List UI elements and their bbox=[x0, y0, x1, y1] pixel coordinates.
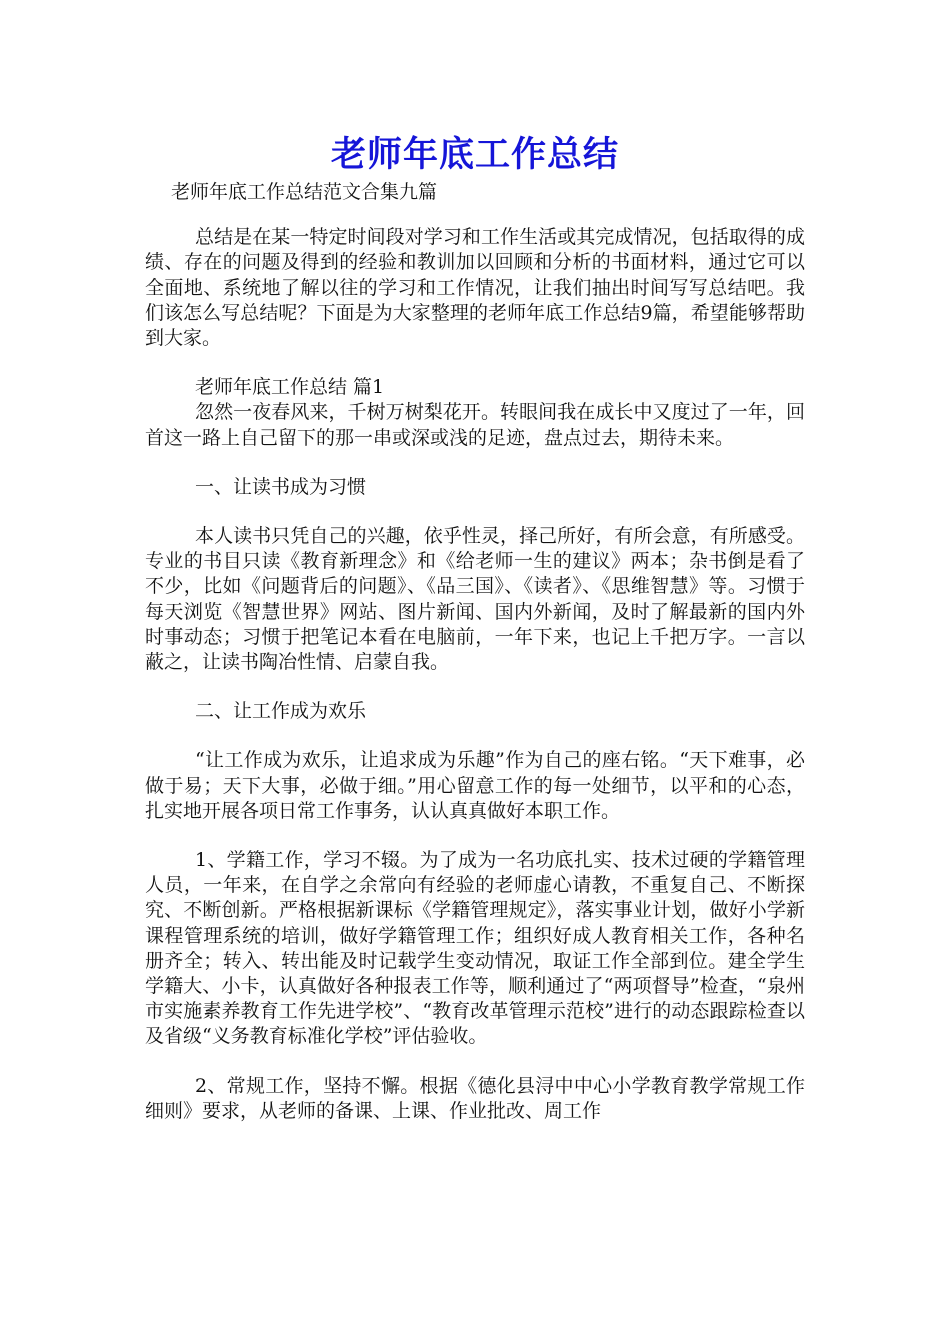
body-paragraph: 2、常规工作，坚持不懈。根据《德化县浔中中心小学教育教学常规工作细则》要求，从老师的备课、上课、作业批改、周工作 bbox=[145, 1074, 805, 1122]
body-paragraph: 忽然一夜春风来，千树万树梨花开。转眼间我在成长中又度过了一年，回首这一路上自己留下的那一串或深或浅的足迹，盘点过去，期待未来。 bbox=[145, 401, 805, 449]
spacer bbox=[145, 351, 805, 375]
spacer bbox=[145, 675, 805, 699]
document-page bbox=[145, 122, 805, 1124]
subsection-heading: 二、让工作成为欢乐 bbox=[195, 700, 367, 723]
spacer bbox=[145, 205, 805, 225]
body-paragraph: 本人读书只凭自己的兴趣，依乎性灵，择己所好，有所会意，有所感受。专业的书目只读《教育新理念》和《给老师一生的建议》两本；杂书倒是看了不少，比如《问题背后的问题》、《品三国》、《读者》、《思维智慧》等。习惯于每天浏览《智慧世界》网站、图片新闻、国内外新闻，及时了解最新的国内外时事动态；习惯于把笔记本看在电脑前，一年下来，也记上千把万字。一言以蔽之，让读书陶冶性情、启蒙自我。 bbox=[145, 525, 805, 674]
document-subtitle: 老师年底工作总结范文合集九篇 bbox=[171, 181, 438, 203]
spacer bbox=[145, 724, 805, 748]
spacer bbox=[145, 500, 805, 524]
intro-paragraph: 总结是在某一特定时间段对学习和工作生活或其完成情况，包括取得的成绩、存在的问题及得到的经验和教训加以回顾和分析的书面材料，通过它可以全面地、系统地了解以往的学习和工作情况，让我们抽出时间写写总结吧。我们该怎么写总结呢？下面是为大家整理的老师年底工作总结9篇，希望能够帮助到大家。 bbox=[145, 226, 805, 350]
spacer bbox=[145, 824, 805, 848]
document-title: 老师年底工作总结 bbox=[330, 134, 619, 175]
body-paragraph: “让工作成为欢乐，让追求成为乐趣”作为自己的座右铭。“天下难事，必做于易；天下大事，必做于细。”用心留意工作的每一处细节，以平和的心态，扎实地开展各项日常工作事务，认认真真做好本职工作。 bbox=[145, 749, 805, 822]
subsection-heading: 一、让读书成为习惯 bbox=[195, 475, 367, 498]
section-heading: 老师年底工作总结 篇1 bbox=[195, 376, 385, 399]
spacer bbox=[145, 451, 805, 475]
body-paragraph: 1、学籍工作，学习不辍。为了成为一名功底扎实、技术过硬的学籍管理人员，一年来，在自学之余常向有经验的老师虚心请教，不重复自己、不断探究、不断创新。严格根据新课标《学籍管理规定》，落实事业计划，做好小学新课程管理系统的培训，做好学籍管理工作；组织好成人教育相关工作，各种名册齐全；转入、转出能及时记载学生变动情况，取证工作全部到位。建全学生学籍大、小卡，认真做好各种报表工作等，顺利通过了“两项督导”检查，“泉州市实施素养教育工作先进学校”、“教育改革管理示范校”进行的动态跟踪检查以及省级“义务教育标准化学校”评估验收。 bbox=[145, 849, 805, 1048]
spacer bbox=[145, 1050, 805, 1074]
